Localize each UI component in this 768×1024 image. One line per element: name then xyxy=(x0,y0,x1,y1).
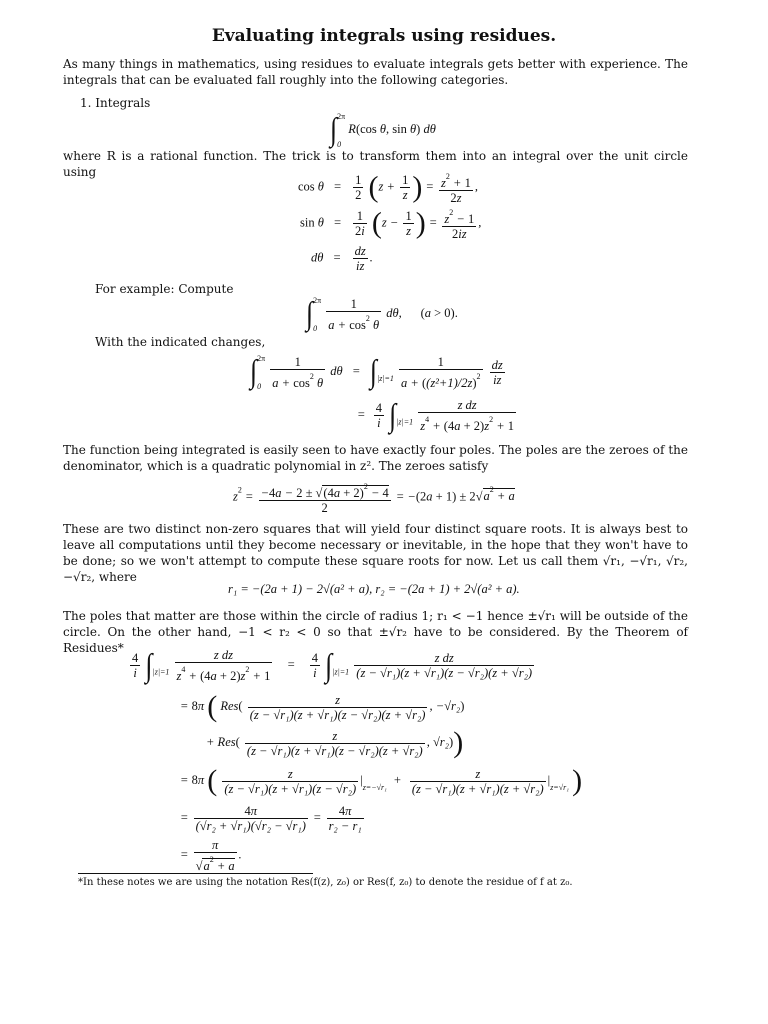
list-label: Integrals xyxy=(95,96,151,110)
squares-paragraph: These are two distinct non-zero squares that will yield four distinct square roots. It is always best to leave all computations until they become necessary or inevitable, in the hope that they won't have to be done; so we won't attempt to compute these square roots for now. Let us call them √r₁, −√r₁, √r₂, −√r₂, where xyxy=(63,522,688,584)
equation-final-line-2: = 8π ( Res( $\frac{z}{\text{(z − √r₁)(z + √r₁)(z − √r₂)(z + √r₂)}}$ , −√r₂) xyxy=(180,690,465,723)
equation-main-text xyxy=(0,0,1,1)
equation-main-integral: $\int_0^{2\pi}$ R(cos θ, sin θ) dθ xyxy=(330,111,436,149)
equation-changes-line-1: $\int_0^{2\pi}$ $\frac{1}{a + \cos^2 \theta}$ $d\theta = \int_{|z|=1}$ $\frac{1}{a + ((z^2+1)/2z)^2}$ $\frac{dz}{iz}$ xyxy=(250,353,503,391)
example-label: For example: Compute xyxy=(95,282,234,296)
equation-final-line-3: + Res( $\frac{z}{\text{(z − √r₁)(z + √r₁)(z − √r₂)(z + √r₂)}}$ , √r₂)) xyxy=(206,726,464,759)
list-number: 1. xyxy=(80,96,92,110)
equation-final-line-4: = 8π ( $\frac{z}{\text{(z − √r₁)(z + √r₁)(z − √r₂)}}$ $|_{z=-√r_1}$ + $\frac{z}{\text{(z − √r₁)(z + √r₁)(z + √r₂)}}$ $|_{z=√r_1}$ ) xyxy=(180,764,583,797)
page-title: Evaluating integrals using residues. xyxy=(211,26,557,46)
changes-label: With the indicated changes, xyxy=(95,335,266,349)
equation-final-line-5: = $\frac{4\pi}{\text{(√r₂ + √r₁)(√r₂ − √r₁)}}$ = $\frac{4\pi}{\text{r₂ − r₁}}$ xyxy=(180,804,362,833)
equation-final-line-1: $\frac{4}{i}$ $\int_{|z|=1}$ $\frac{\text{z dz}}{z^4 + (4a + 2)z^2 + 1}$ = $\frac{4}{i}$ $\int_{|z|=1}$ $\frac{\text{z dz}}{\text{(z − √r₁)(z + √r₁)(z − √r₂)(z + √r₂)}}$ xyxy=(132,646,533,683)
intro-paragraph: As many things in mathematics, using residues to evaluate integrals gets better with experience. The integrals that can be evaluated fall roughly into the following categories. xyxy=(63,57,688,87)
equation-cos-substitution: cos θ = $\frac{1}{2}$ (z + $\frac{1}{z}$ ) = $\frac{z^2 + 1}{2z}$ , xyxy=(298,170,478,205)
equation-r-values: r₁ = −(2a + 1) − 2√(a² + a), r₂ = −(2a + 1) + 2√(a² + a). xyxy=(228,582,520,596)
footnote-rule xyxy=(78,873,313,874)
equation-dtheta-substitution: dθ = $\frac{dz}{iz}$ . xyxy=(311,244,373,273)
poles-paragraph: The function being integrated is easily seen to have exactly four poles. The poles are the zeroes of the denominator, which is a quadratic polynomial in z². The zeroes satisfy xyxy=(63,443,688,473)
list-item-1 xyxy=(80,95,150,111)
equation-sin-substitution: sin θ = $\frac{1}{2i}$ (z − $\frac{1}{z}$ ) = $\frac{z^2 - 1}{2iz}$ , xyxy=(300,206,482,241)
equation-roots: $z^2$ = $\frac{-4a - 2 \pm √(4a + 2)^2 - 4}{2}$ = $-(2a + 1) \pm 2√a^2 + a$ xyxy=(233,482,515,515)
equation-final-line-6: = $\frac{\pi}{√a^2 + a}$ . xyxy=(180,838,242,873)
equation-example: $\int_0^{2\pi}$ $\frac{1}{a + \cos^2 \theta}$ dθ, (a > 0). xyxy=(306,295,458,333)
footnote: *In these notes we are using the notation Res(f(z), z₀) or Res(f, z₀) to denote the residue of f at z₀. xyxy=(78,877,573,888)
matter-paragraph: The poles that matter are those within the circle of radius 1; r₁ < −1 hence ±√r₁ will be outside of the circle. On the other hand, −1 < r₂ < 0 so that ±√r₂ have to be considered. By the Theorem of Residues* xyxy=(63,609,688,655)
equation-changes-line-2: = $\frac{4}{i}$ $\int_{|z|=1}$ $\frac{\text{z dz}}{z^4 + (4a + 2)z^2 + 1}$ xyxy=(357,396,514,433)
rational-function-text: where R is a rational function. The trick is to transform them into an integral over the unit circle using xyxy=(63,149,688,179)
